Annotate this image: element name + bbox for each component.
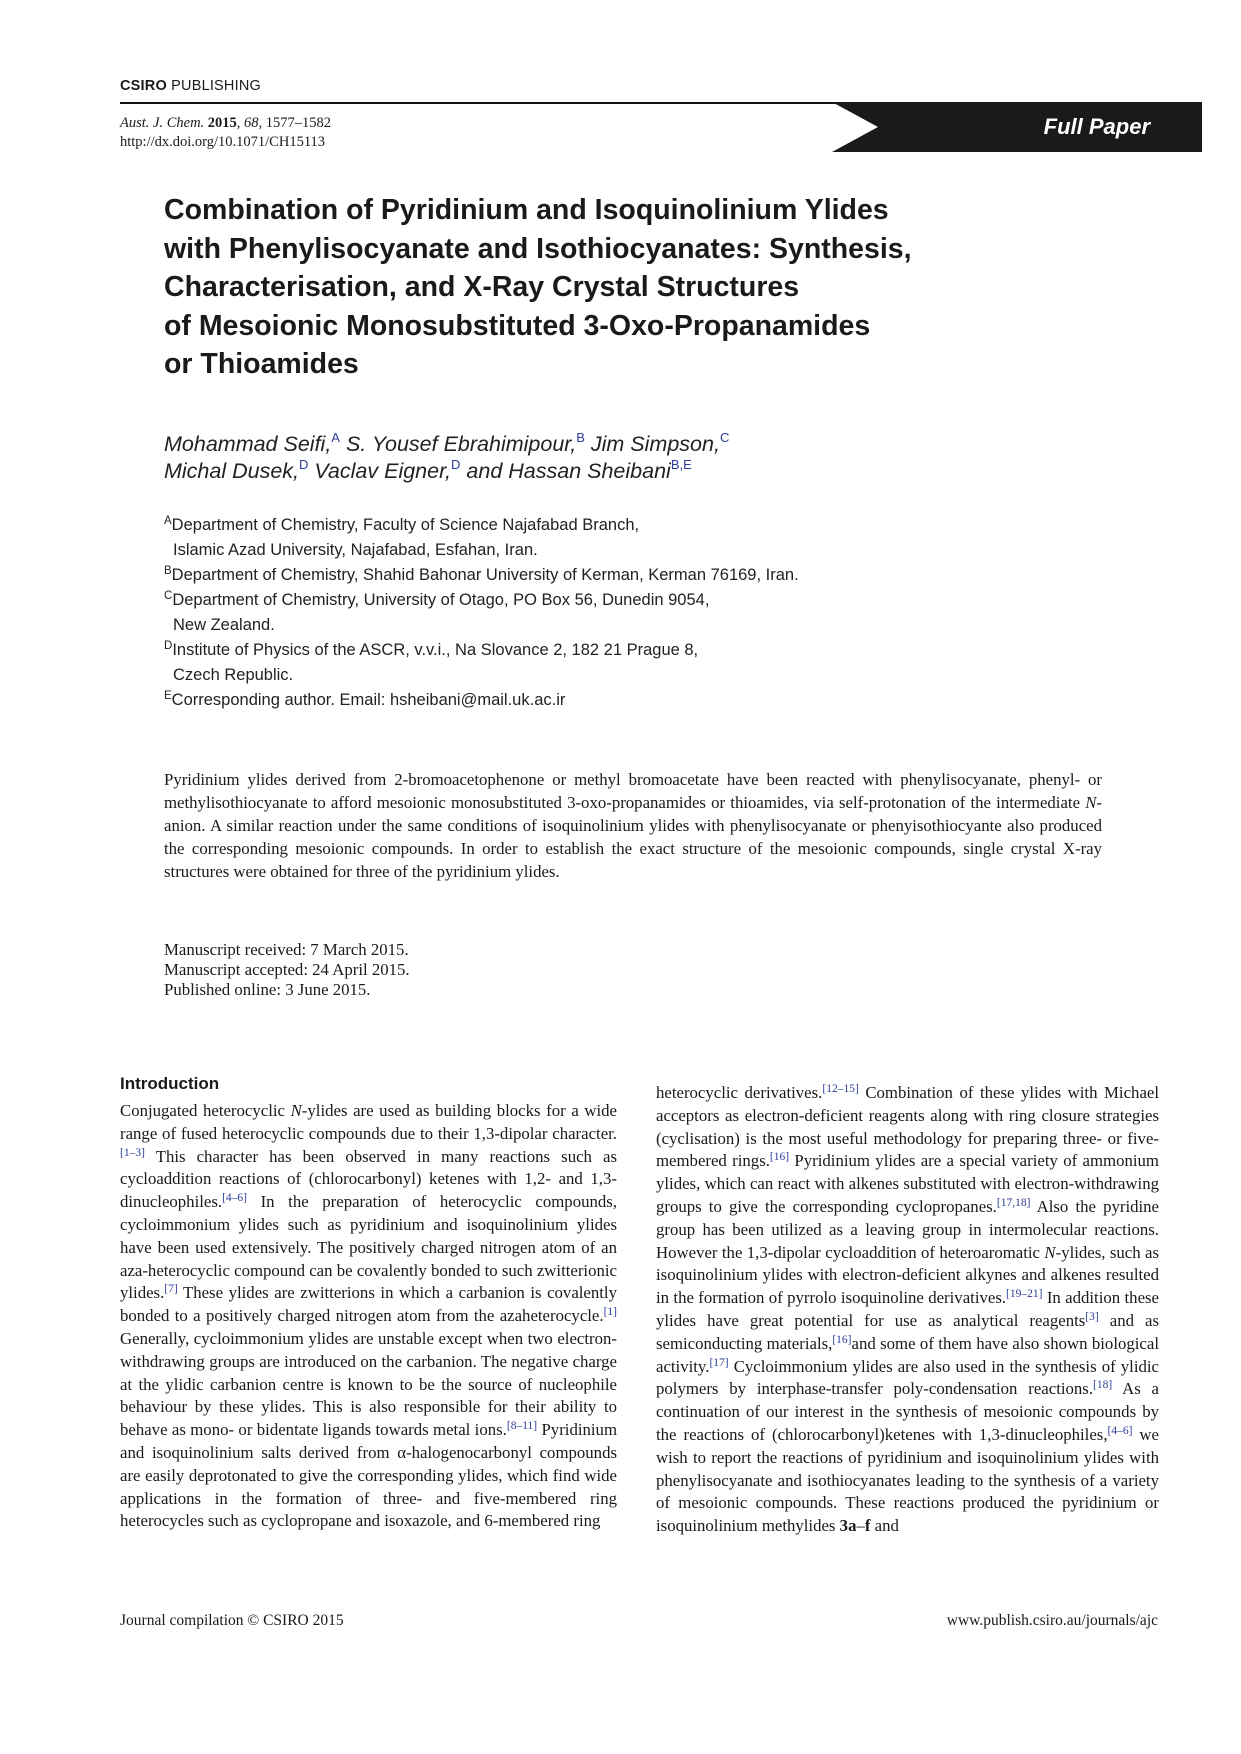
citation xyxy=(120,114,331,152)
affiliation-key: B xyxy=(164,565,172,577)
affiliation-line: $^B$Department of Chemistry, Shahid Bahonar University of Kerman, Kerman 76169, Iran. xyxy=(164,565,799,584)
author-name: S. Yousef Ebrahimipour, xyxy=(345,432,577,456)
title-line: Combination of Pyridinium and Isoquinolinium Ylides xyxy=(164,194,889,226)
author-affiliation-marker[interactable]: A xyxy=(331,430,340,445)
received-date: Manuscript received: 7 March 2015. xyxy=(164,940,409,959)
footer-copyright: Journal compilation © CSIRO 2015 xyxy=(120,1612,344,1629)
article-type-banner xyxy=(832,102,1202,152)
citation-ref[interactable]: [12–15] xyxy=(822,1083,859,1095)
author-name: Michal Dusek, xyxy=(164,459,300,483)
citation-ref[interactable]: [19–21] xyxy=(1006,1288,1043,1301)
citation-ref[interactable]: [4–6] xyxy=(222,1192,247,1205)
affiliation-line: $^E$Corresponding author. Email: hsheibani@mail.uk.ac.ir xyxy=(164,690,566,709)
affiliation-key: E xyxy=(164,690,172,702)
affiliation-line: $^C$Department of Chemistry, University of Otago, PO Box 56, Dunedin 9054, xyxy=(164,590,710,609)
citation-ref[interactable]: [1–3] xyxy=(120,1146,145,1159)
publisher-name: CSIRO PUBLISHING xyxy=(120,78,261,94)
introduction-paragraph-continued: heterocyclic derivatives.[12–15] Combination of these ylides with Michael acceptors as electron-deficient reagents along with ring closure strategies (cyclisation) is the most useful methodology for preparing three- or five-membered rings.[16] Pyridinium ylides are a special variety of ammonium ylides, which can react with alkenes substituted with electron-withdrawing groups to give the corresponding cyclopropanes.[17,18] Also the pyridine group has been utilized as a leaving group in intermolecular reactions. However the 1,3-dipolar cycloaddition of heteroaromatic N-ylides, such as isoquinolinium ylides with electron-deficient alkynes and alkenes resulted in the formation of pyrrolo isoquinoline derivatives.[19–21] In addition these ylides have great potential for use as analytical reagents[3] and as semiconducting materials,[16]and some of them have also shown biological activity.[17] Cycloimmonium ylides are also used in the synthesis of ylidic polymers by interphase-transfer poly-condensation reactions.[18] As a continuation of our interest in the synthesis of mesoionic compounds by the reactions of (chlorocarbonyl)ketenes with 1,3-dinucleophiles,[4–6] we wish to report the reactions of pyridinium and isoquinolinium ylides with phenylisocyanate and isothiocyanates leading to the synthesis of a variety of mesoionic compounds. These reactions produced the pyridinium or isoquinolinium methylides 3a–f and xyxy=(656,1083,1160,1536)
affiliation-key: A xyxy=(164,515,172,527)
accepted-date: Manuscript accepted: 24 April 2015. xyxy=(164,960,410,979)
author-affiliation-marker[interactable]: B xyxy=(576,430,585,445)
author-list xyxy=(164,431,984,485)
section-heading-introduction: Introduction xyxy=(120,1074,220,1093)
citation-ref[interactable]: [18] xyxy=(1093,1379,1113,1392)
footer-url[interactable]: www.publish.csiro.au/journals/ajc xyxy=(946,1612,1158,1629)
citation-ref[interactable]: [17] xyxy=(709,1356,729,1369)
affiliation-list xyxy=(164,513,984,713)
published-date: Published online: 3 June 2015. xyxy=(164,980,371,999)
affiliation-key: C xyxy=(164,590,173,602)
author-name: Vaclav Eigner, xyxy=(314,459,452,483)
author-name: Mohammad Seifi, xyxy=(164,432,332,456)
citation-ref[interactable]: [16] xyxy=(769,1151,790,1164)
body-column-left xyxy=(120,1100,617,1533)
affiliation-line: Czech Republic. xyxy=(173,666,294,684)
author-affiliation-marker[interactable]: B,E xyxy=(670,457,692,472)
affiliation-line: Islamic Azad University, Najafabad, Esfahan, Iran. xyxy=(173,541,538,559)
title-line: of Mesoionic Monosubstituted 3-Oxo-Propanamides xyxy=(164,309,871,342)
abstract: Pyridinium ylides derived from 2-bromoacetophenone or methyl bromoacetate have been reacted with phenylisocyanate, phenyl- or methylisothiocyanate to afford mesoionic monosubstituted 3-oxo-propanamides or thioamides, via self-protonation of the intermediate N-anion. A similar reaction under the same conditions of isoquinolinium ylides with phenylisocyanate or phenyisothiocyante also produced the corresponding mesoionic compounds. In order to establish the exact structure of the mesoionic compounds, single crystal X-ray structures were obtained for three of the pyridinium ylides. xyxy=(164,770,1102,881)
author-affiliation-marker[interactable]: D xyxy=(299,457,309,472)
citation-ref[interactable]: [4–6] xyxy=(1107,1424,1133,1437)
citation-ref[interactable]: [3] xyxy=(1085,1310,1099,1323)
doi-link[interactable]: http://dx.doi.org/10.1071/CH15113 xyxy=(120,134,326,150)
citation-ref[interactable]: [8–11] xyxy=(506,1420,538,1433)
affiliation-key: D xyxy=(164,640,173,652)
affiliation-line: $^A$Department of Chemistry, Faculty of Science Najafabad Branch, xyxy=(164,515,640,534)
citation-ref[interactable]: [1] xyxy=(603,1306,617,1319)
title-line: or Thioamides xyxy=(164,348,359,380)
citation-line: Aust. J. Chem. 2015, 68, 1577–1582 xyxy=(120,115,332,131)
title-line: Characterisation, and X-Ray Crystal Structures xyxy=(164,271,800,303)
author-name: and Hassan Sheibani xyxy=(466,459,671,483)
introduction-paragraph: Conjugated heterocyclic N-ylides are used as building blocks for a wide range of fused heterocyclic compounds due to their 1,3-dipolar character.[1–3] This character has been observed in many reactions such as cycloaddition reactions of (chlorocarbonyl) ketenes with 1,2- and 1,3-dinucleophiles.[4–6] In the preparation of heterocyclic compounds, cycloimmonium ylides such as pyridinium and isoquinolinium ylides have been used extensively. The positively charged nitrogen atom of an aza-heterocyclic compound can be covalently bonded to such zwitterionic ylides.[7] These ylides are zwitterions in which a carbanion is covalently bonded to a positively charged nitrogen atom from the azaheterocycle.[1] Generally, cycloimmonium ylides are unstable except when two electron-withdrawing groups are introduced on the carbanion. The negative charge at the ylidic carbanion centre is known to be the source of nucleophile behaviour by these ylides. This is also responsible for their ability to behave as mono- or bidentate ligands towards metal ions.[8–11] Pyridinium and isoquinolinium salts derived from α-halogenocarbonyl compounds are easily deprotonated to give the corresponding ylides, which find wide applications in the formation of three- and five-membered ring heterocycles such as cyclopropane and isoxazole, and 6-membered ring xyxy=(120,1101,617,1531)
citation-ref[interactable]: [16] xyxy=(832,1333,852,1346)
author-affiliation-marker[interactable]: C xyxy=(719,430,730,445)
citation-ref[interactable]: [7] xyxy=(164,1283,178,1296)
affiliation-line: $^D$Institute of Physics of the ASCR, v.v.i., Na Slovance 2, 182 21 Prague 8, xyxy=(164,640,699,659)
author-name: Jim Simpson, xyxy=(590,432,720,456)
paper-title xyxy=(164,191,924,384)
citation-ref[interactable]: [17,18] xyxy=(996,1196,1031,1209)
affiliation-line: New Zealand. xyxy=(173,616,275,634)
manuscript-history xyxy=(164,940,410,1000)
author-affiliation-marker[interactable]: D xyxy=(451,457,461,472)
article-type-label: Full Paper xyxy=(1043,114,1150,139)
title-line: with Phenylisocyanate and Isothiocyanates: Synthesis, xyxy=(164,232,912,265)
body-column-right xyxy=(656,1082,1159,1538)
